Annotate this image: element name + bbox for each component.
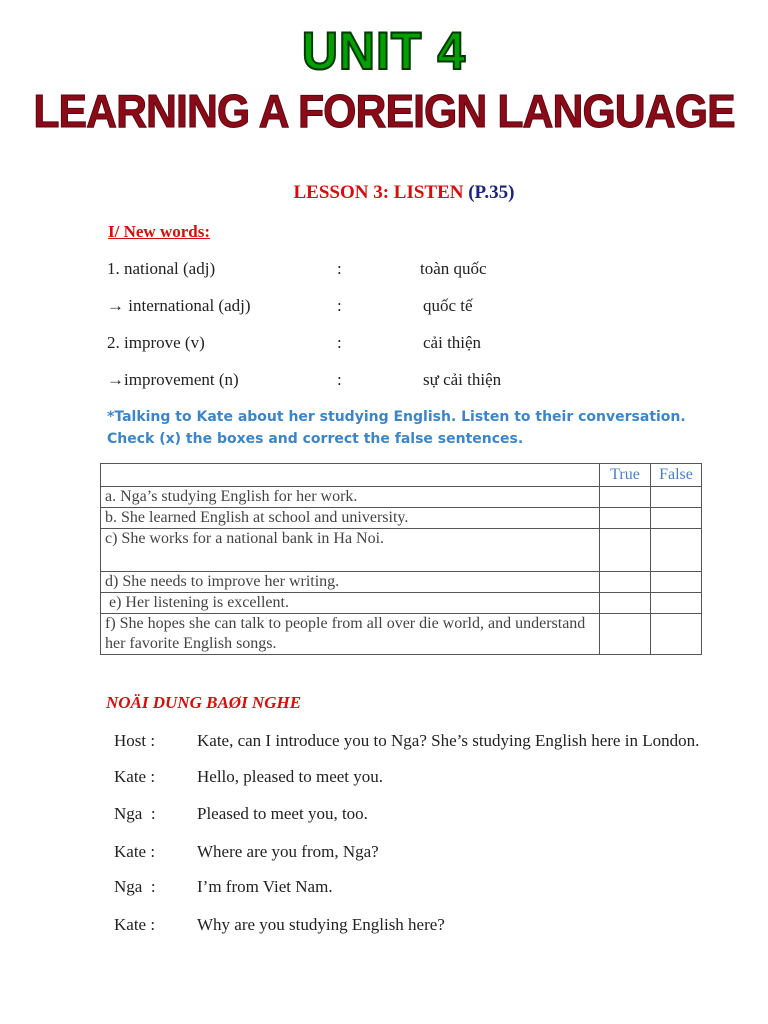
vocab-word: →improvement (n) <box>107 370 239 389</box>
unit-heading: UNIT 4 <box>301 21 467 81</box>
new-words-heading: I/ New words: <box>108 222 210 241</box>
speaker: Nga : <box>114 877 156 896</box>
table-row <box>101 487 702 508</box>
speaker: Kate : <box>114 842 156 861</box>
table-header-row <box>101 464 702 487</box>
vocab-word: 1. national (adj) <box>107 259 216 278</box>
statement-cell: d) She needs to improve her writing. <box>101 572 600 593</box>
vocab-separator: : <box>337 259 342 278</box>
table-header-false: False <box>651 464 702 487</box>
instructions-line-2: Check (x) the boxes and correct the false sentences. <box>107 431 524 447</box>
false-checkbox[interactable] <box>651 572 702 593</box>
vocab-word: 2. improve (v) <box>107 333 205 352</box>
statement-cell: e) Her listening is excellent. <box>101 593 600 614</box>
false-checkbox[interactable] <box>651 614 702 655</box>
table-header-true: True <box>600 464 651 487</box>
speaker: Host : <box>114 731 156 750</box>
true-checkbox[interactable] <box>600 593 651 614</box>
vocab-separator: : <box>337 296 342 315</box>
true-checkbox[interactable] <box>600 529 651 572</box>
instructions-line-1: *Talking to Kate about her studying English. Listen to their conversation. <box>107 409 686 425</box>
false-checkbox[interactable] <box>651 593 702 614</box>
vocab-meaning: toàn quốc <box>420 259 487 278</box>
true-checkbox[interactable] <box>600 487 651 508</box>
table-row <box>101 572 702 593</box>
vocab-meaning: cải thiện <box>423 333 482 352</box>
dialogue-text: I’m from Viet Nam. <box>197 877 333 896</box>
vocab-separator: : <box>337 333 342 352</box>
speaker: Kate : <box>114 767 156 786</box>
dialogue-text: Pleased to meet you, too. <box>197 804 368 823</box>
dialogue-text: Kate, can I introduce you to Nga? She’s studying English here in London. <box>197 731 700 750</box>
statement-cell: a. Nga’s studying English for her work. <box>101 487 600 508</box>
table-row <box>101 614 702 655</box>
vocab-separator: : <box>337 370 342 389</box>
true-false-table <box>100 463 702 655</box>
vocab-word: → international (adj) <box>107 296 251 315</box>
table-row <box>101 529 702 572</box>
statement-cell: f) She hopes she can talk to people from all over die world, and understand her favorite English songs. <box>101 614 600 655</box>
instructions <box>107 406 747 450</box>
dialogue-text: Where are you from, Nga? <box>197 842 379 861</box>
false-checkbox[interactable] <box>651 487 702 508</box>
lesson-label: LESSON 3: LISTEN <box>293 182 469 203</box>
dialogue-text: Hello, pleased to meet you. <box>197 767 384 786</box>
false-checkbox[interactable] <box>651 529 702 572</box>
page-title: LEARNING A FOREIGN LANGUAGE <box>33 85 735 137</box>
table-header-statement <box>101 464 600 487</box>
speaker: Nga : <box>114 804 156 823</box>
statement-cell: b. She learned English at school and university. <box>101 508 600 529</box>
table-row <box>101 593 702 614</box>
table-row <box>101 508 702 529</box>
vocab-meaning: quốc tế <box>423 296 473 315</box>
vocab-meaning: sự cải thiện <box>423 370 502 389</box>
true-checkbox[interactable] <box>600 508 651 529</box>
true-checkbox[interactable] <box>600 614 651 655</box>
true-checkbox[interactable] <box>600 572 651 593</box>
statement-cell: c) She works for a national bank in Ha Noi. <box>101 529 600 572</box>
false-checkbox[interactable] <box>651 508 702 529</box>
lesson-page: (P.35) <box>468 182 515 203</box>
speaker: Kate : <box>114 915 156 934</box>
content-heading: NOÄI DUNG BAØI NGHE <box>106 693 302 712</box>
lesson-heading <box>0 182 768 204</box>
dialogue-text: Why are you studying English here? <box>197 915 445 934</box>
